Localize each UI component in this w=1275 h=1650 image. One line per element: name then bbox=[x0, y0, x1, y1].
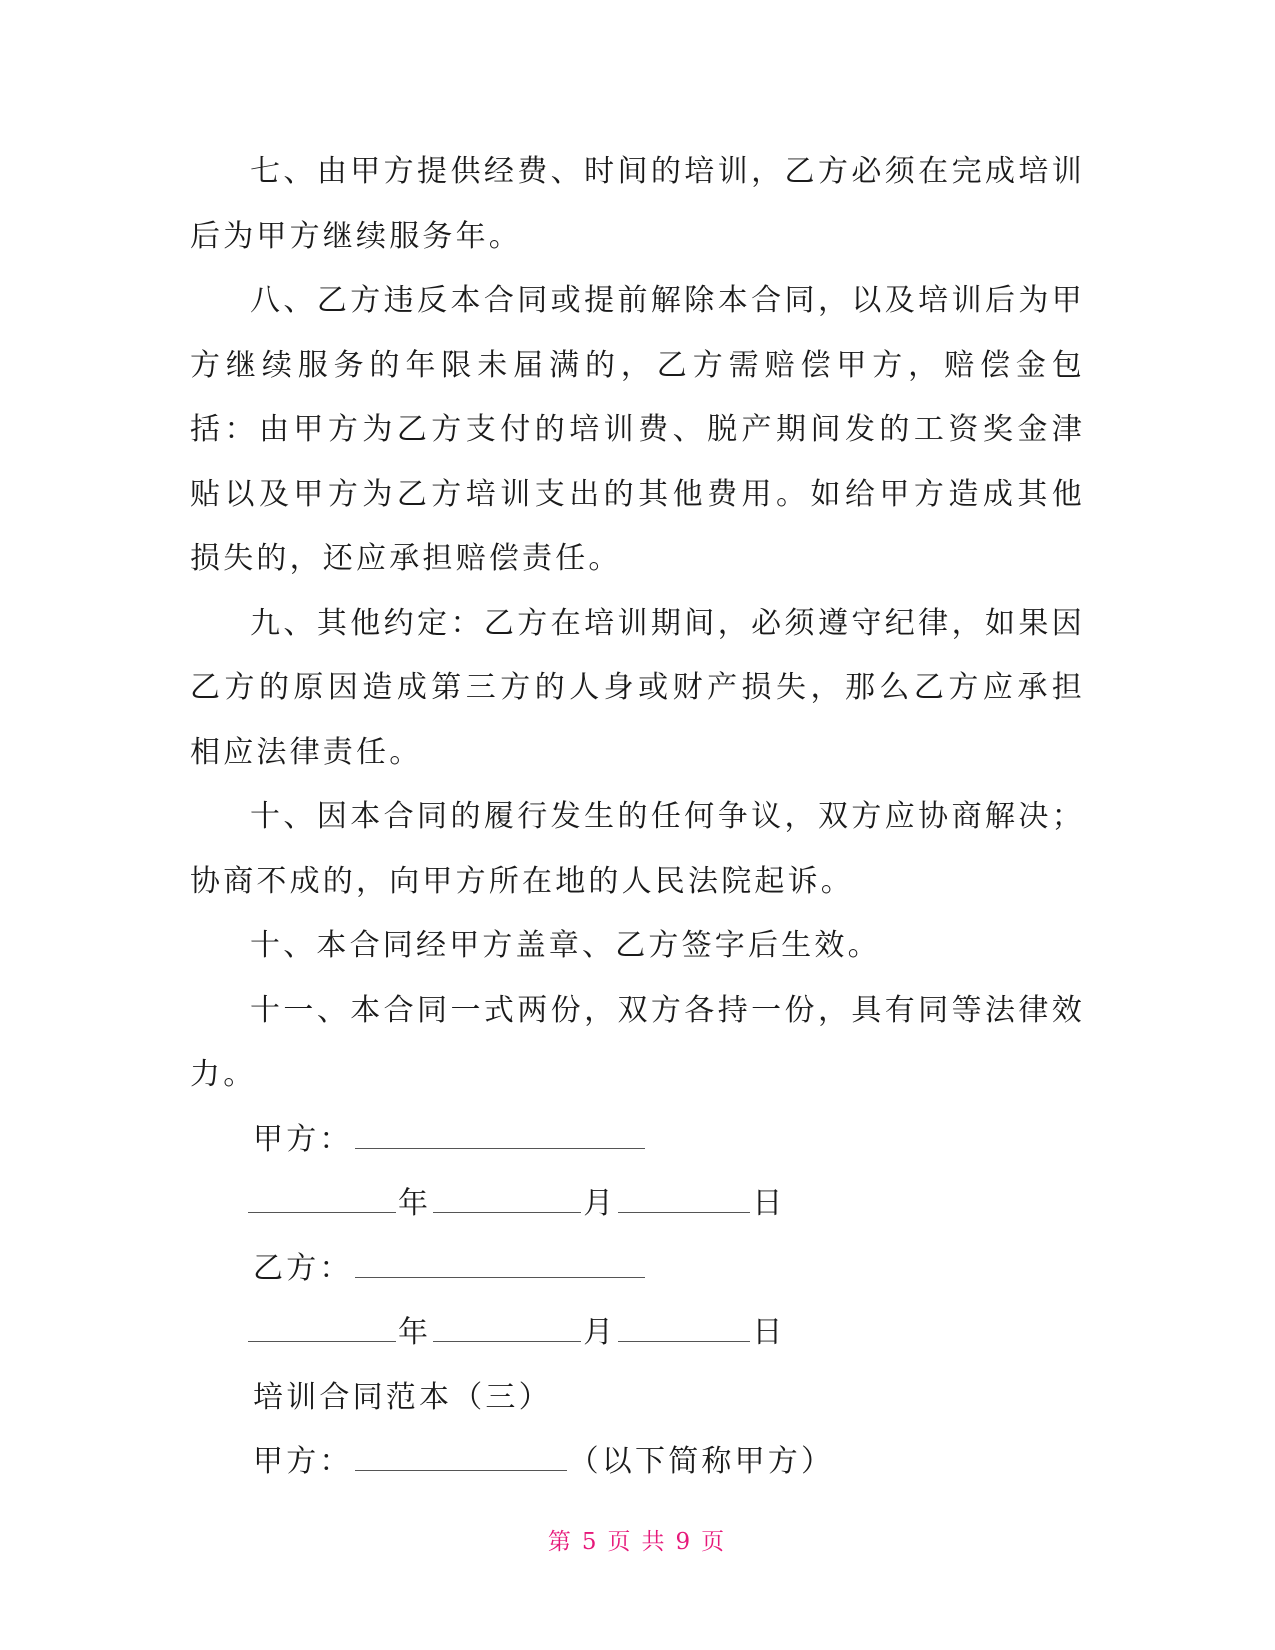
party-b-blank bbox=[355, 1247, 645, 1278]
clause-10-dispute: 十、因本合同的履行发生的任何争议，双方应协商解决；协商不成的，向甲方所在地的人民法院起诉。 bbox=[190, 799, 1085, 899]
party-a-month-label: 月 bbox=[583, 1186, 617, 1221]
party-a-intro-label: 甲方： bbox=[253, 1444, 353, 1479]
document-body bbox=[190, 140, 1085, 1495]
party-a-intro-line bbox=[190, 1430, 1085, 1495]
clause-10-effective: 十、本合同经甲方盖章、乙方签字后生效。 bbox=[250, 928, 881, 963]
clause-11: 十一、本合同一式两份，双方各持一份，具有同等法律效力。 bbox=[190, 992, 1085, 1092]
footer-page-number: 5 bbox=[581, 1529, 600, 1555]
party-b-year-label: 年 bbox=[398, 1315, 432, 1350]
party-b-month-label: 月 bbox=[583, 1315, 617, 1350]
footer-total-pages: 9 bbox=[675, 1529, 694, 1555]
party-b-label: 乙方： bbox=[253, 1250, 353, 1286]
footer-page-unit: 页 bbox=[607, 1529, 634, 1555]
party-a-year-label: 年 bbox=[398, 1186, 432, 1221]
party-a-intro-blank bbox=[355, 1440, 567, 1471]
footer-total-word: 共 bbox=[641, 1529, 668, 1555]
party-b-month-blank bbox=[433, 1311, 581, 1342]
party-b-signature-line bbox=[190, 1237, 1085, 1302]
party-b-date-line bbox=[190, 1301, 1085, 1366]
party-a-day-label: 日 bbox=[752, 1186, 786, 1221]
clause-7: 七、由甲方提供经费、时间的培训，乙方必须在完成培训后为甲方继续服务年。 bbox=[190, 154, 1085, 254]
party-b-day-blank bbox=[618, 1311, 750, 1342]
section-title: 培训合同范本（三） bbox=[253, 1379, 552, 1415]
party-a-year-blank bbox=[248, 1182, 396, 1213]
party-a-blank bbox=[355, 1118, 645, 1149]
party-a-signature-line bbox=[190, 1108, 1085, 1173]
party-a-month-blank bbox=[433, 1182, 581, 1213]
party-a-label: 甲方： bbox=[253, 1121, 353, 1157]
clause-9: 九、其他约定：乙方在培训期间，必须遵守纪律，如果因乙方的原因造成第三方的人身或财产损失，那么乙方应承担相应法律责任。 bbox=[190, 605, 1085, 770]
party-a-date-line bbox=[190, 1172, 1085, 1237]
footer-page-word: 第 bbox=[547, 1529, 574, 1555]
party-b-year-blank bbox=[248, 1311, 396, 1342]
party-b-day-label: 日 bbox=[752, 1315, 786, 1350]
page-footer bbox=[0, 1523, 1275, 1556]
party-a-day-blank bbox=[618, 1182, 750, 1213]
footer-total-unit: 页 bbox=[701, 1529, 728, 1555]
party-a-intro-suffix: （以下简称甲方） bbox=[568, 1444, 835, 1479]
clause-8: 八、乙方违反本合同或提前解除本合同，以及培训后为甲方继续服务的年限未届满的，乙方需赔偿甲方，赔偿金包括：由甲方为乙方支付的培训费、脱产期间发的工资奖金津贴以及甲方为乙方培训支出的其他费用。如给甲方造成其他损失的，还应承担赔偿责任。 bbox=[190, 283, 1085, 576]
